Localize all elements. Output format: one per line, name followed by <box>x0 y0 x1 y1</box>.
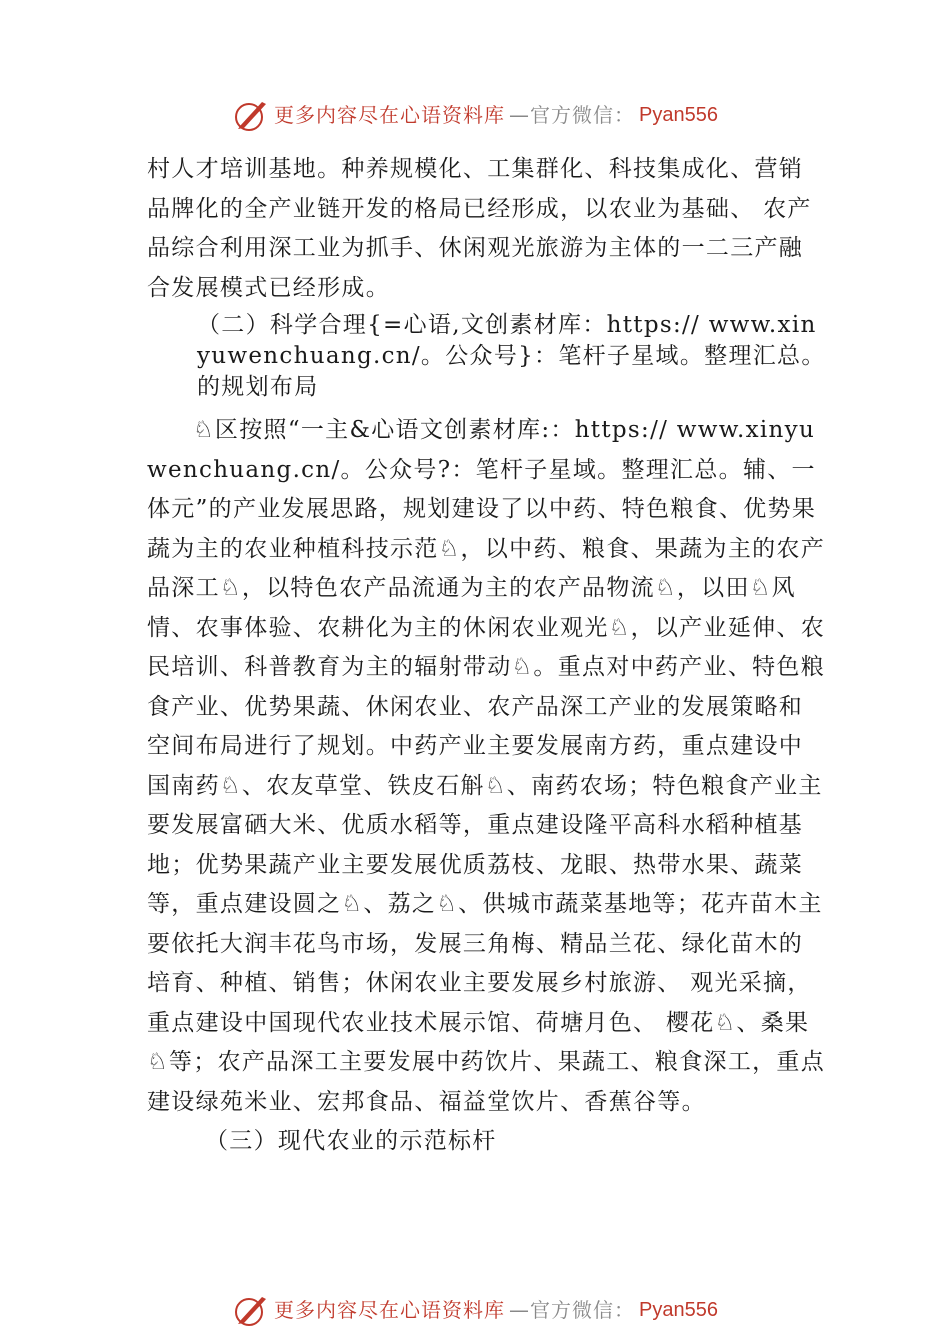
footer-banner <box>0 1293 950 1327</box>
header-banner <box>0 98 950 132</box>
banner-red-text: 更多内容尽在心语资料库 <box>274 1298 506 1322</box>
banner-wechat-id: Pyan556 <box>639 1299 718 1321</box>
section-heading-3: （三）现代农业的示范标杆 <box>205 1128 497 1154</box>
pen-logo-icon <box>232 98 270 132</box>
paragraph-1: 村人才培训基地。种养规模化、工集群化、科技集成化、营销品牌化的全产业链开发的格局已经形成，以农业为基础、 农产品综合利用深工业为抓手、休闲观光旅游为主体的一二三产融合发展模式已经形成。 <box>147 156 812 301</box>
banner-gray-text: —官方微信： <box>509 103 636 127</box>
banner-gray-text: —官方微信： <box>509 1298 636 1322</box>
paragraph-2: ♘区按照“一主&心语文创素材库:：https:// www.xinyuwenchuang.cn/。公众号?：笔杆子星域。整理汇总。辅、一体元”的产业发展思路，规划建设了以中药、特色粮食、优势果蔬为主的农业种植科技示范♘，以中药、粮食、果蔬为主的农产品深工♘，以特色农产品流通为主的农产品物流♘，以田♘风情、农事体验、农耕化为主的休闲农业观光♘，以产业延伸、农民培训、科普教育为主的辐射带动♘。重点对中药产业、特色粮食产业、优势果蔬、休闲农业、农产品深工产业的发展策略和空间布局进行了规划。中药产业主要发展南方药，重点建设中国南药♘、农友草堂、铁皮石斛♘、南药农场；特色粮食产业主要发展富硒大米、优质水稻等，重点建设隆平高科水稻种植基地；优势果蔬产业主要发展优质荔枝、龙眼、热带水果、蔬菜等，重点建设圆之♘、荔之♘、供城市蔬菜基地等；花卉苗木主要依托大润丰花鸟市场，发展三角梅、精品兰花、绿化苗木的培育、种植、销售；休闲农业主要发展乡村旅游、 观光采摘，重点建设中国现代农业技术展示馆、荷塘月色、 樱花♘、桑果♘等；农产品深工主要发展中药饮片、果蔬工、粮食深工，重点建设绿苑米业、宏邦食品、福益堂饮片、香蕉谷等。 <box>147 417 826 1115</box>
section-heading-2: （二）科学合理{=心语,文创素材库：https:// www.xinyuwenchuang.cn/。公众号}：笔杆子星域。整理汇总。的规划布局 <box>197 312 826 400</box>
banner-red-text: 更多内容尽在心语资料库 <box>274 103 506 127</box>
banner-wechat-id: Pyan556 <box>639 104 718 126</box>
document-body <box>147 150 827 1162</box>
pen-logo-icon <box>232 1293 270 1327</box>
